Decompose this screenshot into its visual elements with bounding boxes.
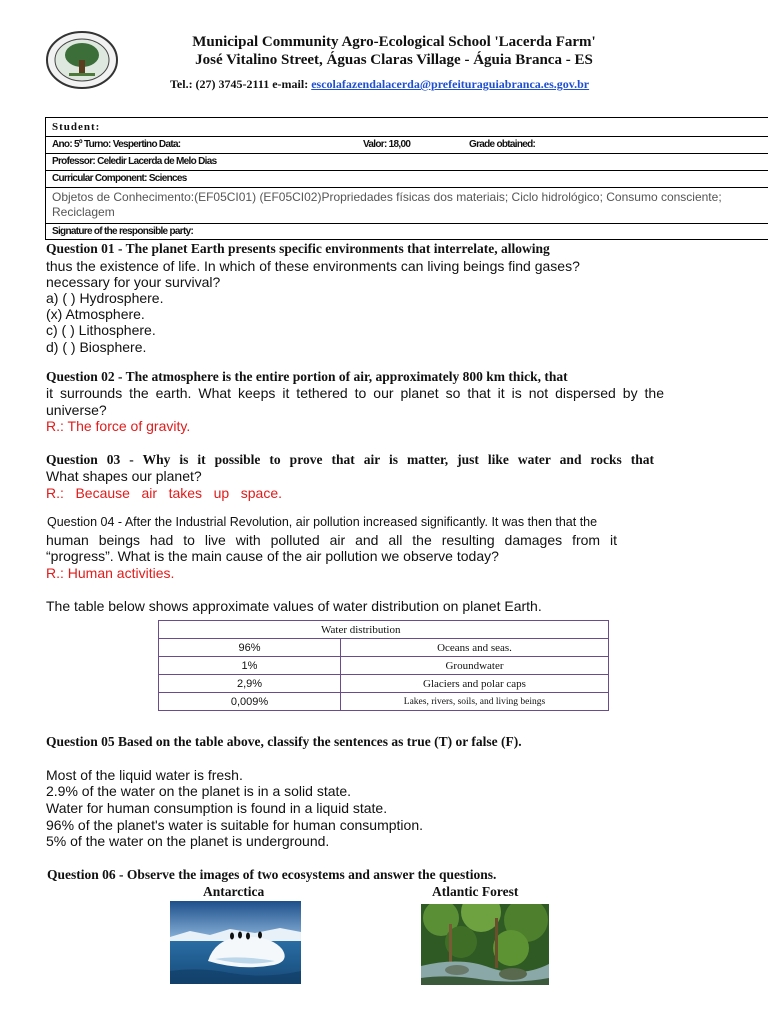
q1-option-c: c) ( ) Lithosphere. xyxy=(46,322,156,338)
student-label: Student: xyxy=(52,121,101,133)
table-intro: The table below shows approximate values of water distribution on planet Earth. xyxy=(46,598,542,614)
objects-text: Objetos de Conhecimento:(EF05CI01) (EF05CI02)Propriedades físicas dos materiais; Ciclo hidrológico; Consumo consciente; Reciclagem xyxy=(52,190,722,219)
phone-text: Tel.: (27) 3745-2111 e-mail: xyxy=(170,77,312,91)
q4-answer: R.: Human activities. xyxy=(46,565,175,581)
year-info: Ano: 5º Turno: Vespertino Data: xyxy=(52,139,181,150)
student-info-table xyxy=(45,117,768,240)
email-link[interactable]: escolafazendalacerda@prefeituraguiabranca.es.gov.br xyxy=(311,77,590,91)
q5-sentence-4: 96% of the planet's water is suitable for human consumption. xyxy=(46,817,423,833)
q4-title: Question 04 - After the Industrial Revolution, air pollution increased significantly. It was then that the xyxy=(47,515,598,529)
curricular-label: Curricular Component: Sciences xyxy=(52,173,187,184)
q6-title: Question 06 - Observe the images of two ecosystems and answer the questions. xyxy=(47,867,497,882)
table-cell-percent: 96% xyxy=(159,639,341,657)
professor-row xyxy=(46,154,768,171)
table-cell-percent: 0,009% xyxy=(159,693,341,711)
table-header-row xyxy=(159,621,609,639)
q3-line1: What shapes our planet? xyxy=(46,468,202,484)
q1-option-d: d) ( ) Biosphere. xyxy=(46,339,147,355)
atlantic-forest-caption: Atlantic Forest xyxy=(432,884,519,899)
table-cell-label: Glaciers and polar caps xyxy=(341,675,609,693)
value-label: Valor: 18,00 xyxy=(363,139,411,150)
year-row xyxy=(46,137,768,154)
q3-answer: R.: Because air takes up space. xyxy=(46,485,282,501)
q1-line1: thus the existence of life. In which of these environments can living beings find gases? xyxy=(46,258,580,274)
table-row xyxy=(159,639,609,657)
q4-line1: human beings had to live with polluted air and all the resulting damages from it xyxy=(46,532,617,548)
q1-option-b: (x) Atmosphere. xyxy=(46,306,145,322)
table-cell-label: Groundwater xyxy=(341,657,609,675)
antarctica-image xyxy=(170,901,301,984)
school-address: José Vitalino Street, Águas Claras Village - Águia Branca - ES xyxy=(195,52,593,68)
q3-title: Question 03 - Why is it possible to prove that air is matter, just like water and rocks that xyxy=(46,452,654,467)
table-cell-label: Oceans and seas. xyxy=(341,639,609,657)
q1-line2: necessary for your survival? xyxy=(46,274,221,290)
q5-title: Question 05 Based on the table above, classify the sentences as true (T) or false (F). xyxy=(46,734,522,749)
table-cell-label: Lakes, rivers, soils, and living beings xyxy=(341,693,609,711)
signature-row xyxy=(46,224,768,240)
q2-answer: R.: The force of gravity. xyxy=(46,418,191,434)
q1-option-a: a) ( ) Hydrosphere. xyxy=(46,290,164,306)
table-cell-percent: 1% xyxy=(159,657,341,675)
objects-row xyxy=(46,188,768,224)
q5-sentence-5: 5% of the water on the planet is underground. xyxy=(46,833,330,849)
q2-line2: universe? xyxy=(46,402,107,418)
atlantic-forest-image xyxy=(421,904,549,985)
signature-label: Signature of the responsible party: xyxy=(52,226,194,237)
curricular-row xyxy=(46,171,768,188)
professor-label: Professor: Celedir Lacerda de Melo Dias xyxy=(52,156,217,167)
student-row xyxy=(46,118,768,137)
q2-line1: it surrounds the earth. What keeps it tethered to our planet so that it is not dispersed by the xyxy=(46,385,664,401)
school-name: Municipal Community Agro-Ecological School 'Lacerda Farm' xyxy=(192,34,596,50)
table-row xyxy=(159,675,609,693)
antarctica-caption: Antarctica xyxy=(203,884,265,899)
table-row xyxy=(159,693,609,711)
q2-title: Question 02 - The atmosphere is the entire portion of air, approximately 800 km thick, that xyxy=(46,369,568,384)
q4-line2: “progress”. What is the main cause of the air pollution we observe today? xyxy=(46,548,499,564)
q5-sentence-2: 2.9% of the water on the planet is in a solid state. xyxy=(46,783,352,799)
water-distribution-table xyxy=(158,620,609,711)
q1-title: Question 01 - The planet Earth presents specific environments that interrelate, allowing xyxy=(46,241,550,256)
table-cell-percent: 2,9% xyxy=(159,675,341,693)
q5-sentence-3: Water for human consumption is found in a liquid state. xyxy=(46,800,388,816)
q5-sentence-1: Most of the liquid water is fresh. xyxy=(46,767,243,783)
grade-label: Grade obtained: xyxy=(469,139,536,150)
table-row xyxy=(159,657,609,675)
table-header: Water distribution xyxy=(159,621,609,639)
contact-line xyxy=(170,77,710,92)
